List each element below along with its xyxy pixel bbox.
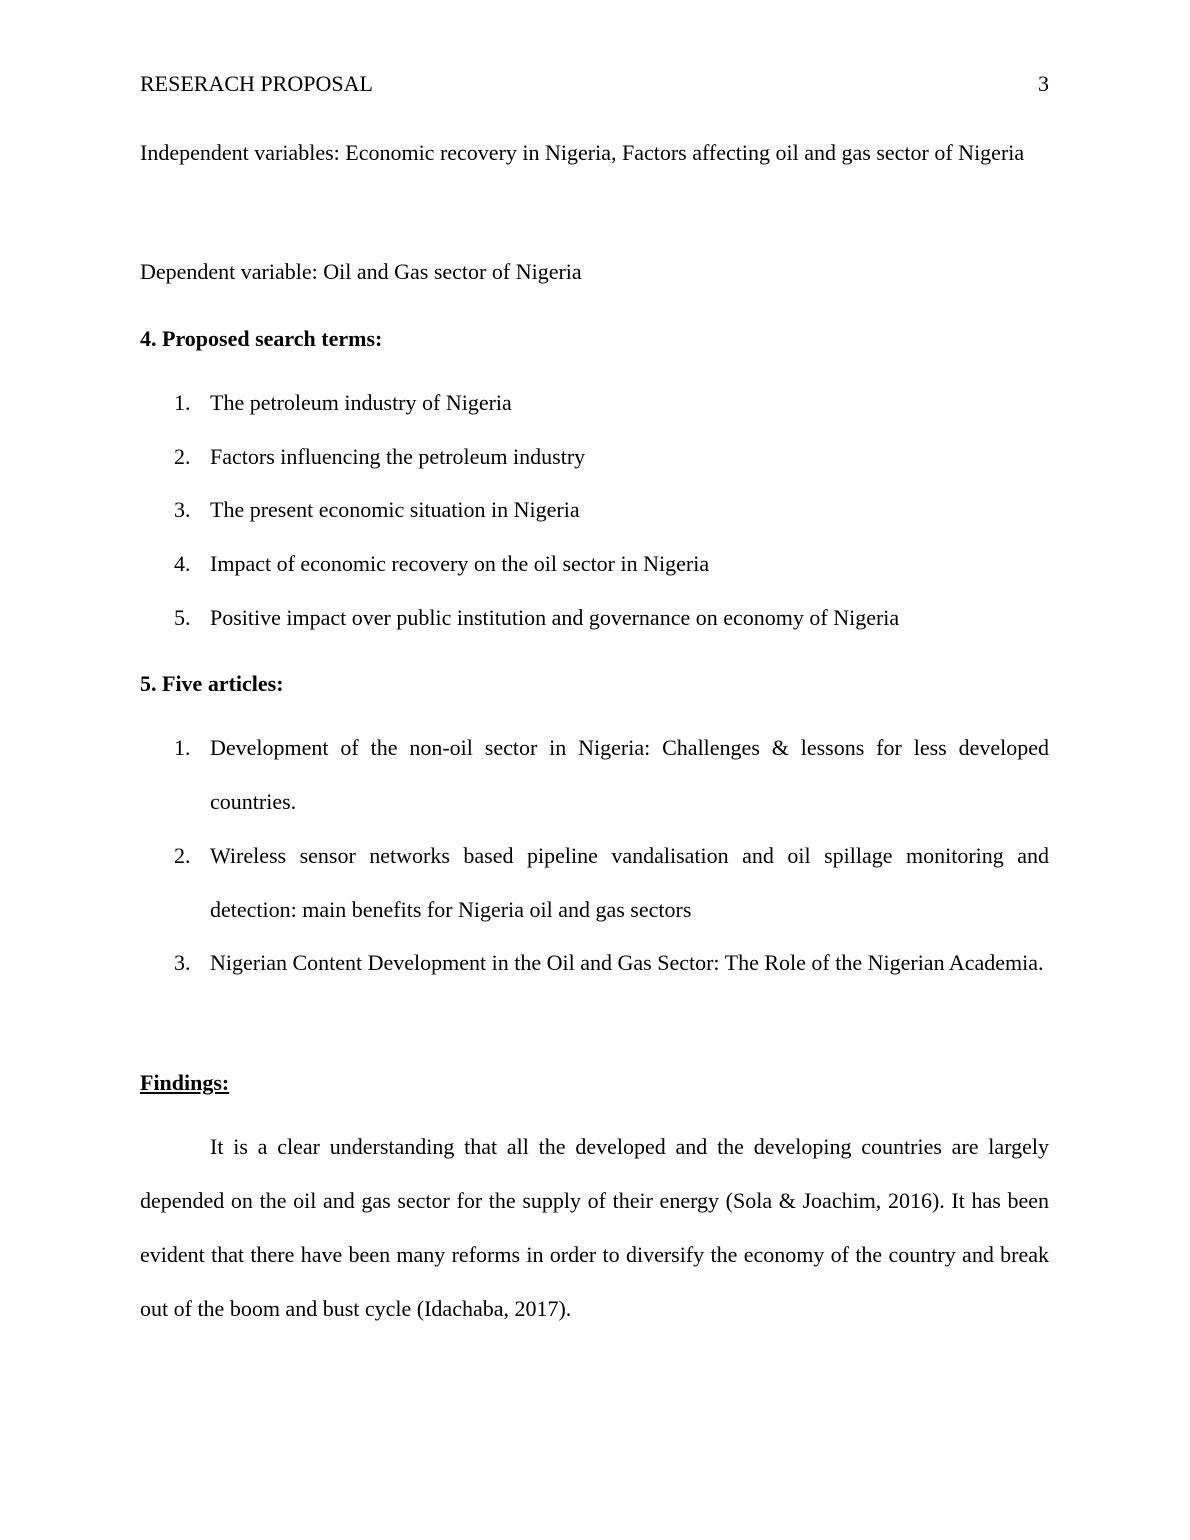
list-number: 2. [174,444,191,469]
independent-variables: Independent variables: Economic recovery in Nigeria, Factors affecting oil and gas sector of Nigeria [140,140,1025,165]
running-head: RESERACH PROPOSAL [140,71,373,96]
articles-heading: 5. Five articles: [140,671,284,696]
page-number: 3 [1038,71,1049,96]
page-header [140,70,1049,98]
list-number: 1. [174,390,191,415]
list-number: 1. [174,735,191,760]
dependent-variable: Dependent variable: Oil and Gas sector of Nigeria [140,259,582,284]
list-number: 3. [174,950,191,975]
list-number: 3. [174,497,191,522]
list-text: The present economic situation in Nigeria [210,497,580,522]
list-number: 5. [174,605,191,630]
list-number: 4. [174,551,191,576]
list-text: Impact of economic recovery on the oil sector in Nigeria [210,551,710,576]
list-text: Factors influencing the petroleum industry [210,444,586,469]
list-text: Wireless sensor networks based pipeline vandalisation and oil spillage monitoring and detection: main benefits for Nigeria oil and gas sectors [210,843,1049,922]
list-text: Development of the non-oil sector in Nigeria: Challenges & lessons for less developed countries. [210,735,1049,814]
search-terms-heading: 4. Proposed search terms: [140,326,383,351]
list-number: 2. [174,843,191,868]
findings-heading: Findings: [140,1070,230,1095]
list-text: Positive impact over public institution and governance on economy of Nigeria [210,605,900,630]
list-text: Nigerian Content Development in the Oil and Gas Sector: The Role of the Nigerian Academia. [210,950,1044,975]
list-text: The petroleum industry of Nigeria [210,390,512,415]
findings-paragraph: It is a clear understanding that all the developed and the developing countries are largely depended on the oil and gas sector for the supply of their energy (Sola & Joachim, 2016). It has been evident that there have been many reforms in order to diversify the economy of the country and break out of the boom and bust cycle (Idachaba, 2017). [140,1134,1049,1321]
